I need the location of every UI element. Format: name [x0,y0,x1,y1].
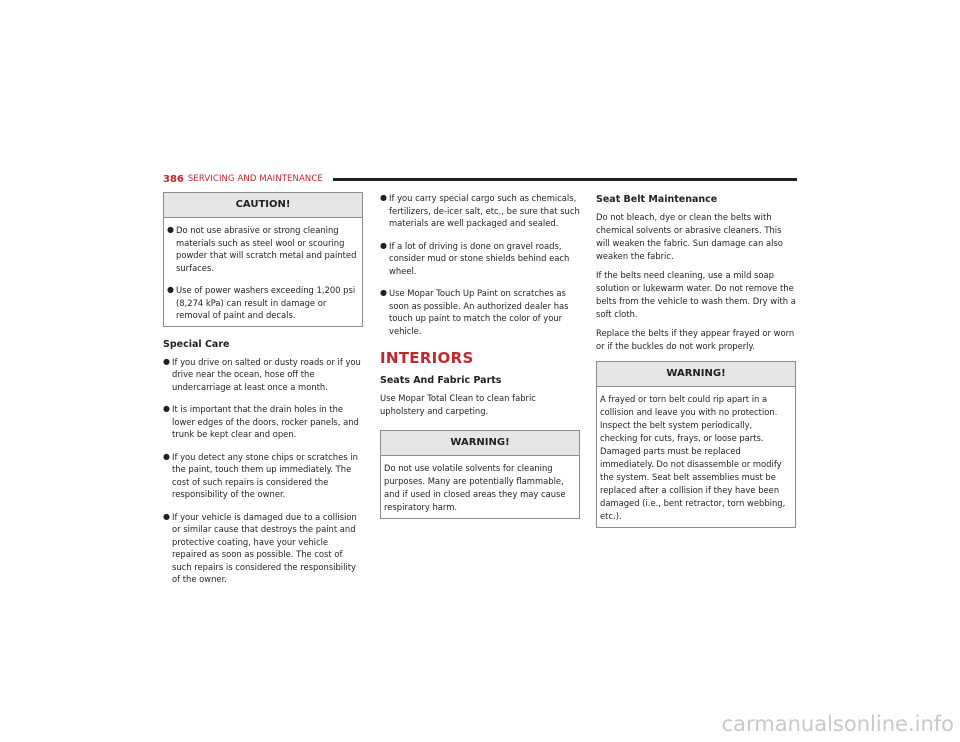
seat-belt-paragraph: Replace the belts if they appear frayed or worn or if the buckles do not work properly. [596,328,795,351]
caution-bullet: ● Use of power washers exceeding 1,200 psi (8,274 kPa) can result in damage or removal of paint and decals. [167,285,356,320]
bullet-icon: ● [380,288,387,297]
warning-title: WARNING! [381,431,579,456]
seats-text: Use Mopar Total Clean to clean fabric upholstery and carpeting. [380,393,536,416]
bullet-icon: ● [167,225,174,234]
bullet-icon: ● [167,285,174,294]
special-care-bullet: ● If you detect any stone chips or scratches in the paint, touch them up immediately. The cost of such repairs is considered the responsibility of the owner. [163,451,358,499]
column-1 [163,192,363,586]
touch-up-bullet: ● Use Mopar Touch Up Paint on scratches as soon as possible. An authorized dealer has touch up paint to match the color of your vehicle. [380,288,569,336]
bullet-icon: ● [380,240,387,250]
warning-text: Do not use volatile solvents for cleaning purposes. Many are potentially flammable, and if used in closed areas they may cause respiratory harm. [384,463,566,512]
interiors-warning-box [380,430,580,519]
cargo-bullet: ● If you carry special cargo such as chemicals, fertilizers, de-icer salt, etc., be sure that such materials are well packaged and sealed. [380,193,580,228]
caution-bullet: ● Do not use abrasive or strong cleaning materials such as steel wool or scouring powder that will scratch metal and painted surfaces. [167,225,357,273]
page-number: 386 [163,173,184,185]
column-3 [596,192,796,528]
seats-heading: Seats And Fabric Parts [380,375,502,386]
special-care-bullet: ● If you drive on salted or dusty roads or if you drive near the ocean, hose off the undercarriage at least once a month. [163,356,361,392]
page-header [163,172,797,186]
seat-belt-heading: Seat Belt Maintenance [596,194,718,205]
section-title: SERVICING AND MAINTENANCE [187,174,323,184]
bullet-icon: ● [163,511,170,521]
interiors-title: INTERIORS [380,349,474,367]
special-care-bullet: ● It is important that the drain holes in the lower edges of the doors, rocker panels, and trunk be kept clear and open. [163,404,359,439]
bullet-icon: ● [163,356,170,366]
warning-text: A frayed or torn belt could rip apart in a collision and leave you with no protection. Inspect the belt system periodically, checking for cuts, frays, or loose parts. Damaged parts must be replaced immediately. Do not disassemble or modify the system. Seat belt assemblies must be replaced after a collision if they have been damaged (i.e., bent retractor, torn webbing, etc.). [600,394,786,521]
header-rule [333,178,797,181]
gravel-bullet: ● If a lot of driving is done on gravel roads, consider mud or stone shields behind each wheel. [380,240,570,276]
warning-title: WARNING! [597,362,795,387]
watermark: carmanualsonline.info [721,712,954,736]
seat-belt-warning-box [596,361,796,528]
bullet-icon: ● [163,404,170,413]
column-2 [380,192,580,519]
seat-belt-paragraph: Do not bleach, dye or clean the belts with chemical solvents or abrasive cleaners. This will weaken the fabric. Sun damage can also weaken the fabric. [596,212,783,261]
special-care-heading: Special Care [163,338,230,350]
bullet-icon: ● [380,193,387,202]
caution-title: CAUTION! [164,193,362,218]
seat-belt-paragraph: If the belts need cleaning, use a mild soap solution or lukewarm water. Do not remove the belts from the vehicle to wash them. Dry with a soft cloth. [596,270,796,319]
caution-box [163,192,363,327]
special-care-bullet: ● If your vehicle is damaged due to a collision or similar cause that destroys the paint and protective coating, have your vehicle repaired as soon as possible. The cost of such repairs is considered the responsibility of the owner. [163,511,357,584]
bullet-icon: ● [163,451,170,461]
